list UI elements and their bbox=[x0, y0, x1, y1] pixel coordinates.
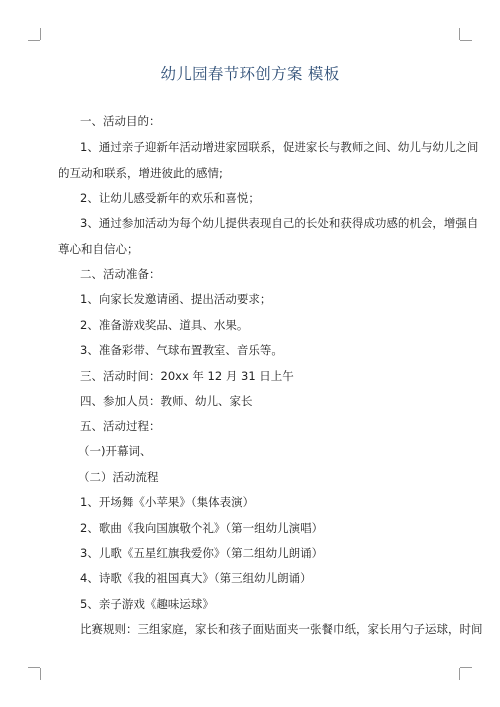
section-heading-purpose: 一、活动目的： bbox=[80, 114, 161, 128]
document-title: 幼儿园春节环创方案 模板 bbox=[160, 65, 340, 83]
subsection-opening: （一)开幕词、 bbox=[78, 444, 152, 458]
paragraph-line: 1、通过亲子迎新年活动增进家园联系，促进家长与教师之间、幼儿与幼儿之间 bbox=[80, 140, 479, 154]
crop-mark-bottom-right-horizontal bbox=[460, 667, 472, 668]
paragraph-line: 2、准备游戏奖品、道具、水果。 bbox=[80, 318, 249, 332]
program-item: 1、开场舞《小苹果》（集体表演） bbox=[80, 495, 255, 509]
paragraph-line: 尊心和自信心； bbox=[58, 242, 139, 256]
section-heading-process: 五、活动过程： bbox=[80, 419, 161, 433]
paragraph-line: 1、向家长发邀请函、提出活动要求； bbox=[80, 292, 272, 306]
subsection-flow: （二）活动流程 bbox=[78, 470, 159, 484]
program-item: 4、诗歌《我的祖国真大》（第三组幼儿朗诵） bbox=[80, 571, 312, 585]
crop-mark-top-left-horizontal bbox=[28, 40, 40, 41]
crop-mark-bottom-right-vertical bbox=[459, 668, 460, 680]
paragraph-line: 的互动和联系，增进彼此的感情; bbox=[58, 166, 223, 180]
crop-mark-bottom-left-horizontal bbox=[28, 667, 40, 668]
section-heading-time: 三、活动时间：20xx 年 12 月 31 日上午 bbox=[80, 369, 294, 383]
paragraph-line: 3、准备彩带、气球布置教室、音乐等。 bbox=[80, 343, 283, 357]
paragraph-line: 2、让幼儿感受新年的欢乐和喜悦； bbox=[80, 191, 260, 205]
crop-mark-top-right-vertical bbox=[459, 28, 460, 40]
section-heading-participants: 四、参加人员：教师、幼儿、家长 bbox=[80, 394, 253, 408]
program-item: 5、亲子游戏《趣味运球》 bbox=[80, 597, 214, 611]
crop-mark-top-left-vertical bbox=[40, 28, 41, 40]
program-item: 3、儿歌《五星红旗我爱你》（第二组幼儿朗诵） bbox=[80, 546, 324, 560]
crop-mark-bottom-left-vertical bbox=[40, 668, 41, 680]
program-item: 2、歌曲《我向国旗敬个礼》（第一组幼儿演唱） bbox=[80, 521, 324, 535]
paragraph-line: 3、通过参加活动为每个幼儿提供表现自己的长处和获得成功感的机会，增强自 bbox=[80, 216, 479, 230]
section-heading-preparation: 二、活动准备： bbox=[80, 267, 161, 281]
crop-mark-top-right-horizontal bbox=[460, 40, 472, 41]
paragraph-line: 比赛规则：三组家庭，家长和孩子面贴面夹一张餐巾纸，家长用勺子运球，时间 bbox=[80, 622, 483, 636]
